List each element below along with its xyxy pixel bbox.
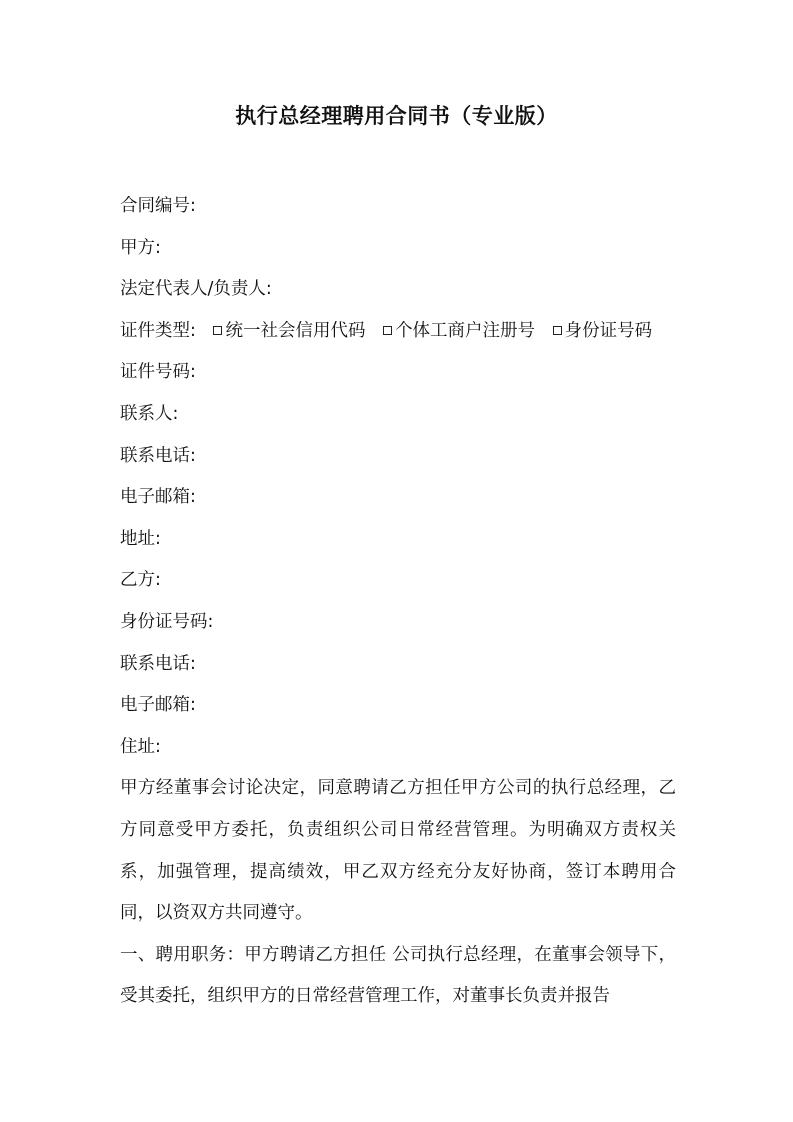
party-b-phone-field: 联系电话: bbox=[120, 653, 196, 674]
document-title: 执行总经理聘用合同书（专业版） bbox=[235, 104, 558, 128]
document-body bbox=[120, 186, 676, 1018]
intro-paragraph: 甲方经董事会讨论决定，同意聘请乙方担任甲方公司的执行总经理，乙方同意受甲方委托，负责组织公司日常经营管理。为明确双方责权关系，加强管理，提高绩效，甲乙双方经充分友好协商，签订本聘用合同，以资双方共同遵守。 bbox=[120, 778, 676, 924]
id-type-option-label: 个体工商户注册号 bbox=[395, 320, 536, 341]
id-type-option-credit-code[interactable] bbox=[213, 321, 365, 341]
party-a-field: 甲方: bbox=[120, 237, 161, 258]
id-type-label: 证件类型: bbox=[120, 320, 196, 341]
id-number-field: 证件号码: bbox=[120, 362, 196, 383]
party-a-email-field: 电子邮箱: bbox=[120, 487, 196, 508]
party-b-email-field: 电子邮箱: bbox=[120, 695, 196, 716]
id-type-option-id-card[interactable] bbox=[553, 321, 653, 341]
contract-number-field: 合同编号: bbox=[120, 196, 196, 216]
id-type-field bbox=[120, 311, 676, 353]
clause-1-paragraph: 一、聘用职务：甲方聘请乙方担任 公司执行总经理，在董事会领导下，受其委托，组织甲方的日常经营管理工作，对董事长负责并报告 bbox=[120, 944, 676, 1007]
id-type-option-label: 身份证号码 bbox=[564, 320, 653, 341]
party-a-phone-field: 联系电话: bbox=[120, 445, 196, 466]
id-type-option-label: 统一社会信用代码 bbox=[225, 320, 366, 341]
checkbox-icon bbox=[213, 326, 222, 335]
party-a-address-field: 地址: bbox=[120, 528, 161, 549]
party-b-field: 乙方: bbox=[120, 570, 161, 591]
checkbox-icon bbox=[553, 326, 562, 335]
party-b-address-field: 住址: bbox=[120, 736, 161, 757]
id-type-option-business-reg[interactable] bbox=[383, 321, 535, 341]
checkbox-icon bbox=[383, 326, 392, 335]
party-b-id-field: 身份证号码: bbox=[120, 611, 214, 632]
legal-representative-field: 法定代表人/负责人: bbox=[120, 279, 272, 300]
contact-person-field: 联系人: bbox=[120, 403, 179, 424]
